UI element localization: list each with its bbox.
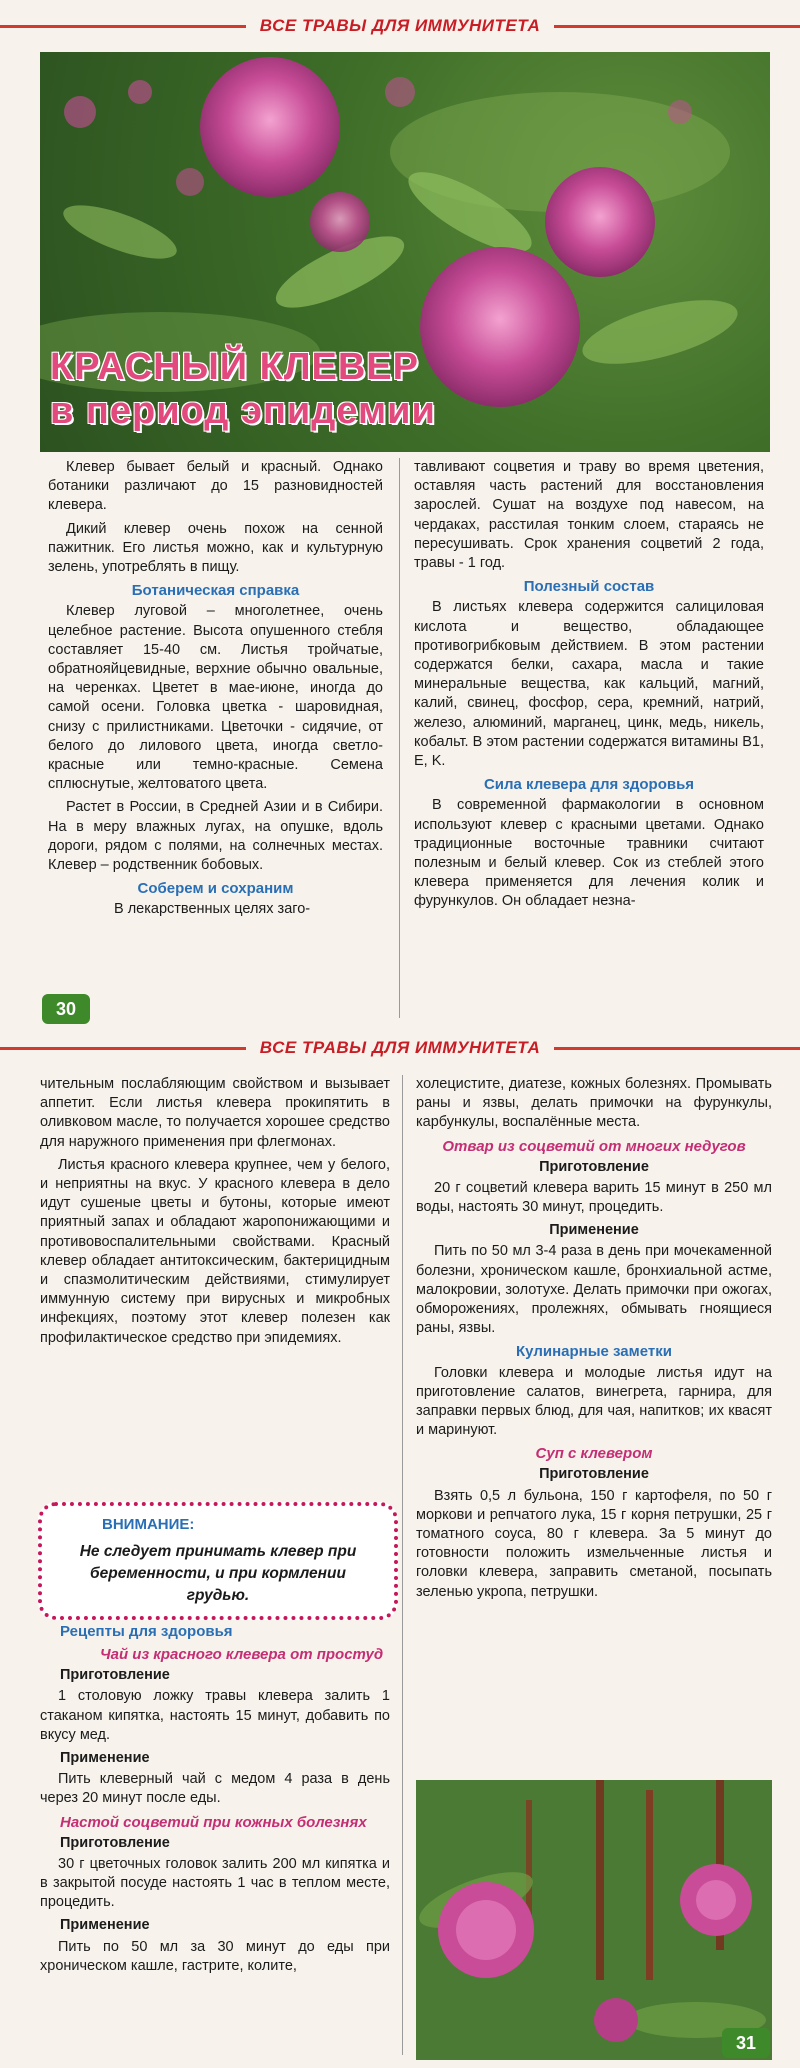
warning-box [38,1502,398,1620]
page2-left-column-top [40,1075,390,1352]
paragraph: В современной фармакологии в основном используют клевер с красными цветами. Однако традиционные восточные травники считают полезным и белый клевер. Сок из стеблей этого клевера применяется для лечения колик и фурункулов. Он обладает незна- [414,797,764,910]
rubric-line-left [0,25,246,28]
paragraph: В листьях клевера содержится салициловая кислота и вещество, обладающее противогрибковым действием. В этом растении содержатся белки, сахара, масла и такие минеральные вещества, как кальций, магний, калий, свинец, фосфор, сера, кремний, натрий, железо, алюминий, марганец, цинк, медь, никель, кобальт. В этом растении содержатся витамины B1, E, K. [414,599,764,770]
page2-left-column-recipes [40,1620,390,1980]
warning-text: Не следует принимать клевер при беременности, и при кормлении грудью. [79,1543,357,1604]
paragraph: Взять 0,5 л бульона, 150 г картофеля, по 50 г моркови и репчатого лука, 15 г корня петрушки, 25 г томатного соуса, 80 г клевера. За 5 минут до готовности положить измельченные листья и головки клевера, заправить сметаной, посыпать зеленью укропа, петрушки. [416,1487,772,1600]
paragraph: 1 столовую ложку травы клевера залить 1 стаканом кипятка, настоять 15 минут, добавить по вкусу мед. [40,1688,390,1743]
label-preparation: Приготовление [539,1466,649,1483]
recipe-title-soup: Суп с клевером [535,1445,653,1463]
clover-field-illustration [416,1780,772,2060]
title-line1: КРАСНЫЙ КЛЕВЕР [50,346,419,388]
paragraph: Пить по 50 мл 3-4 раза в день при мочекаменной болезни, хроническом кашле, бронхиальной астме, малокровии, золотухе. Делать примочки при ожогах, обморожениях, пролежнях, обмывать гноящиеся раны, язвы. [416,1243,772,1337]
paragraph: Дикий клевер очень похож на сенной пажитник. Его листья можно, как и культурную зелень, употреблять в пищу. [48,520,383,576]
paragraph: Пить по 50 мл за 30 минут до еды при хроническом кашле, гастрите, колите, [40,1938,390,1974]
page-number-30: 30 [42,994,90,1024]
paragraph: Клевер бывает белый и красный. Однако ботаники различают до 15 разновидностей клевера. [48,459,383,514]
paragraph: Растет в России, в Средней Азии и в Сибири. На в меру влажных лугах, на опушке, вдоль дороги, рядом с полями, на солнечных местах. Клевер – родственник бобовых. [48,799,383,874]
page1-right-column [414,458,764,916]
paragraph: холецистите, диатезе, кожных болезнях. Промывать раны и язвы, делать примочки на фурункулы, карбункулы, воспалённые места. [416,1076,772,1131]
paragraph: Головки клевера и молодые листья идут на приготовление салатов, винегрета, гарнира, для заправки первых блюд, для чая, напитков; их квасят и маринуют. [416,1364,772,1439]
paragraph: В лекарственных целях заго- [114,901,311,918]
page2-right-column [416,1075,772,1606]
rubric-line-right [554,25,800,28]
heading-culinary: Кулинарные заметки [516,1343,672,1361]
heading-composition: Полезный состав [523,578,655,596]
paragraph: чительным послабляющим свойством и вызывает аппетит. Если листья клевера прокипятить в оливковом масле, то получается хорошее средство для наружного применения при флегмонах. [40,1076,390,1150]
label-preparation: Приготовление [539,1158,649,1175]
paragraph: 30 г цветочных головок залить 200 мл кипятка и в закрытой посуде настоять 1 час в теплом месте, процедить. [40,1855,390,1911]
label-preparation: Приготовление [60,1834,170,1851]
title-line2: в период эпидемии [50,390,436,432]
heading-collect: Соберем и сохраним [137,880,294,898]
column-divider [399,458,400,1018]
heading-botanical: Ботаническая справка [131,582,300,600]
page1-left-column [48,458,383,924]
paragraph: Клевер луговой – многолетнее, очень целебное растение. Высота опушенного стебля составляет 15-40 см. Листья тройчатые, обратнояйцевидные, верхние обычно овальные, на черенках. Цветет в мае-июне, иногда до самой осени. Головка цветка - шаровидная, снизу с прилистниками. Цветочки - сидячие, от белого до лилового цвета, иногда светло-красные или темно-красные. Семена сплюснутые, желтоватого цвета. [48,603,383,793]
label-usage: Применение [60,1750,150,1767]
paragraph: 20 г соцветий клевера варить 15 минут в 250 мл воды, настоять 30 минут, процедить. [416,1179,772,1216]
page-number-31: 31 [722,2028,770,2058]
article-title [50,345,436,433]
label-usage: Применение [549,1222,639,1239]
recipe-title-infusion: Настой соцветий при кожных болезнях [60,1813,367,1831]
rubric-line-left [0,1047,246,1050]
column-divider [402,1075,403,2055]
paragraph: тавливают соцветия и траву во время цветения, оставляя часть растений для восстановления зарослей. Сушат на воздухе под навесом, на чердаках, расстилая тонким слоем, стараясь не пересушивать. Срок хранения соцветий 2 года, травы - 1 год. [414,459,764,572]
rubric-label: ВСЕ ТРАВЫ ДЛЯ ИММУНИТЕТА [259,1038,541,1057]
rubric-top [0,8,800,44]
paragraph: Листья красного клевера крупнее, чем у белого, и неприятны на вкус. У красного клевера в дело идут сушеные цветы и бутоны, которые имеют приятный запах и обладают жаропонижающими и противовоспалительными свойствами. Красный клевер обладает антитоксическим, бактерицидным и спазмолитическим действиями, стимулирует иммунную систему при вирусных и микробных инфекциях, поэтому этот клевер полезен как профилактическое средство при эпидемиях. [40,1156,390,1346]
clover-photo-bottom [416,1780,772,2060]
warning-title: ВНИМАНИЕ: [102,1516,195,1533]
recipe-title-tea: Чай из красного клевера от простуд [100,1646,384,1664]
rubric-line-right [554,1047,800,1050]
rubric-label: ВСЕ ТРАВЫ ДЛЯ ИММУНИТЕТА [259,16,541,35]
heading-power: Сила клевера для здоровья [483,776,695,794]
paragraph: Пить клеверный чай с медом 4 раза в день через 20 минут после еды. [40,1771,390,1807]
heading-recipes: Рецепты для здоровья [60,1623,233,1640]
label-usage: Применение [60,1917,150,1934]
rubric-page2 [0,1030,800,1066]
recipe-title-decoction: Отвар из соцветий от многих недугов [442,1137,746,1155]
label-preparation: Приготовление [60,1667,170,1684]
